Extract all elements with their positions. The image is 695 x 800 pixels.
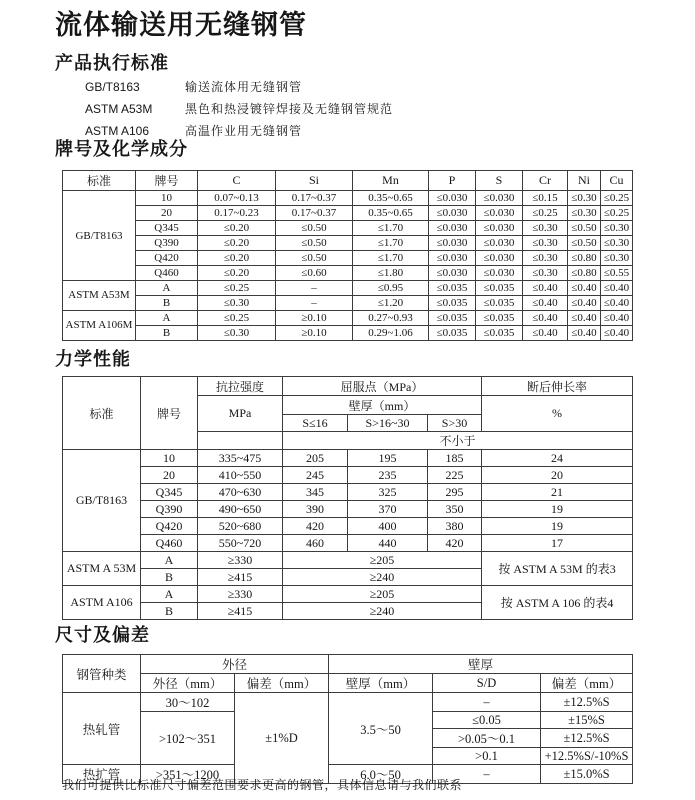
table-row (63, 206, 633, 221)
cell: 20 (136, 206, 198, 221)
cell: B (141, 603, 198, 620)
cell: 0.27~0.93 (353, 311, 429, 326)
cell: ≤0.40 (523, 326, 568, 341)
cell: 19 (482, 518, 633, 535)
cell: 225 (428, 467, 482, 484)
cell: ≤0.030 (476, 206, 523, 221)
cell: ≤0.25 (601, 206, 633, 221)
table-row (63, 326, 633, 341)
col-header: 偏差（mm） (235, 674, 329, 693)
cell: ≤0.030 (429, 206, 476, 221)
col-header: Ni (568, 171, 601, 191)
cell: ≤0.40 (601, 296, 633, 311)
cell: ≥240 (283, 569, 482, 586)
cell: ≤0.20 (198, 266, 276, 281)
cell: ≤0.30 (568, 191, 601, 206)
cell: ≤0.035 (476, 281, 523, 296)
table-row (63, 467, 633, 484)
cell: ≤0.05 (433, 712, 541, 729)
cell: – (433, 765, 541, 784)
cell: ≤0.50 (276, 251, 353, 266)
cell: ≤0.40 (568, 296, 601, 311)
cell: ≤0.25 (601, 191, 633, 206)
standard-cell: ASTM A106M (63, 311, 136, 341)
table-header-row (63, 655, 633, 674)
cell: ≤0.40 (568, 311, 601, 326)
cell: ≤1.70 (353, 221, 429, 236)
cell: ≤1.70 (353, 236, 429, 251)
col-header: Cr (523, 171, 568, 191)
cell: Q390 (141, 501, 198, 518)
table-row (63, 484, 633, 501)
cell: ≤0.30 (568, 206, 601, 221)
cell: ±12.5%S (541, 729, 633, 748)
cell: ≤0.25 (523, 206, 568, 221)
col-header: 偏差（mm） (541, 674, 633, 693)
col-header: 壁厚（mm） (329, 674, 433, 693)
dimensions-table (62, 654, 633, 784)
table-row (63, 535, 633, 552)
chemistry-heading: 牌号及化学成分 (55, 139, 188, 159)
cell: 550~720 (198, 535, 283, 552)
cell: A (136, 311, 198, 326)
cell: ≤0.40 (523, 281, 568, 296)
cell: ≤0.030 (429, 251, 476, 266)
cell: Q345 (136, 221, 198, 236)
cell: 440 (348, 535, 428, 552)
cell: ≤0.030 (429, 191, 476, 206)
col-header: Si (276, 171, 353, 191)
cell: – (276, 281, 353, 296)
cell: ≥415 (198, 603, 283, 620)
cell: ±12.5%S (541, 693, 633, 712)
standard-desc: 黑色和热浸镀锌焊接及无缝钢管规范 (185, 102, 394, 116)
cell: ≤0.30 (601, 221, 633, 236)
cell: ≤0.25 (198, 311, 276, 326)
standard-code: ASTM A53M (85, 102, 153, 116)
cell: 10 (136, 191, 198, 206)
cell: ≤0.40 (601, 281, 633, 296)
cell: ≤0.80 (568, 266, 601, 281)
cell: 420 (283, 518, 348, 535)
cell: – (276, 296, 353, 311)
cell: ≤0.20 (198, 236, 276, 251)
cell: 235 (348, 467, 428, 484)
table-row (63, 236, 633, 251)
cell: 420 (428, 535, 482, 552)
cell: ±1%D (235, 693, 329, 784)
standard-code: ASTM A106 (85, 124, 150, 138)
standard-cell: GB/T8163 (63, 450, 141, 552)
pipe-kind-cell: 热轧管 (63, 693, 141, 765)
cell: 325 (348, 484, 428, 501)
cell: >0.05～0.1 (433, 729, 541, 748)
cell: 0.07~0.13 (198, 191, 276, 206)
cell: ≤0.40 (568, 281, 601, 296)
standard-item (85, 98, 393, 120)
standard-cell: ASTM A53M (63, 281, 136, 311)
cell: 0.17~0.37 (276, 191, 353, 206)
cell: 400 (348, 518, 428, 535)
cell: ≤0.40 (523, 311, 568, 326)
col-header: C (198, 171, 276, 191)
standard-item (85, 76, 393, 98)
cell: ≥205 (283, 552, 482, 569)
cell: ≤0.40 (601, 326, 633, 341)
cell: 195 (348, 450, 428, 467)
table-header-row (63, 377, 633, 396)
cell: >102～351 (141, 712, 235, 765)
cell: 335~475 (198, 450, 283, 467)
cell: ≤0.030 (476, 221, 523, 236)
col-header: 壁厚（mm） (283, 396, 482, 415)
cell: B (136, 296, 198, 311)
cell: ≤0.40 (523, 296, 568, 311)
cell: 20 (482, 467, 633, 484)
cell: ≤0.50 (568, 236, 601, 251)
chemistry-table (62, 170, 633, 341)
cell: 0.29~1.06 (353, 326, 429, 341)
col-header: MPa (198, 396, 283, 432)
cell: 410~550 (198, 467, 283, 484)
col-header: Mn (353, 171, 429, 191)
cell: 350 (428, 501, 482, 518)
cell: ≤0.035 (476, 311, 523, 326)
cell: 345 (283, 484, 348, 501)
note-cell: 按 ASTM A 53M 的表3 (482, 552, 633, 586)
cell: ≤0.30 (523, 266, 568, 281)
cell: ≤0.030 (429, 266, 476, 281)
col-header: 外径（mm） (141, 674, 235, 693)
col-header: 标准 (63, 377, 141, 450)
cell: 24 (482, 450, 633, 467)
cell: ≥330 (198, 586, 283, 603)
cell: 185 (428, 450, 482, 467)
cell: ≥415 (198, 569, 283, 586)
col-header: 抗拉强度 (198, 377, 283, 396)
page-title: 流体输送用无缝钢管 (55, 10, 307, 40)
table-row (63, 251, 633, 266)
cell: A (141, 586, 198, 603)
standard-cell: ASTM A 53M (63, 552, 141, 586)
standards-list (85, 76, 393, 142)
empty-cell (198, 432, 283, 450)
cell: 380 (428, 518, 482, 535)
cell: ≤0.030 (476, 191, 523, 206)
cell: 0.17~0.23 (198, 206, 276, 221)
cell: ≤0.035 (476, 326, 523, 341)
cell: ≤1.80 (353, 266, 429, 281)
pipe-kind-cell: 热扩管 (63, 765, 141, 784)
table-row (63, 501, 633, 518)
cell: 205 (283, 450, 348, 467)
standard-desc: 高温作业用无缝钢管 (185, 124, 303, 138)
cell: 10 (141, 450, 198, 467)
cell: 30～102 (141, 693, 235, 712)
cell: Q420 (141, 518, 198, 535)
note-cell: 按 ASTM A 106 的表4 (482, 586, 633, 620)
cell: 6.0～50 (329, 765, 433, 784)
cell: 0.17~0.37 (276, 206, 353, 221)
cell: ≤0.30 (601, 251, 633, 266)
standard-cell: ASTM A106 (63, 586, 141, 620)
table-header-row (63, 674, 633, 693)
col-header: 不小于 (283, 432, 633, 450)
cell: ≤0.035 (476, 296, 523, 311)
col-header: 断后伸长率 (482, 377, 633, 396)
cell: 470~630 (198, 484, 283, 501)
cell: ≤0.030 (476, 266, 523, 281)
cell: 460 (283, 535, 348, 552)
cell: ≤0.15 (523, 191, 568, 206)
footer-note: 我们可提供比标准尺寸偏差范围要求更高的钢管，具体信息请与我们联系 (62, 778, 463, 792)
cell: 20 (141, 467, 198, 484)
col-header: S (476, 171, 523, 191)
cell: Q390 (136, 236, 198, 251)
cell: ≤0.030 (429, 236, 476, 251)
col-header: 牌号 (136, 171, 198, 191)
cell: ≤0.30 (523, 236, 568, 251)
cell: ≤0.30 (198, 296, 276, 311)
table-row (63, 266, 633, 281)
col-header: S≤16 (283, 415, 348, 432)
col-header: S>16~30 (348, 415, 428, 432)
cell: ≤0.25 (198, 281, 276, 296)
cell: ≤0.030 (476, 251, 523, 266)
cell: B (136, 326, 198, 341)
cell: A (141, 552, 198, 569)
col-header: 屈服点（MPa） (283, 377, 482, 396)
cell: ≤0.60 (276, 266, 353, 281)
cell: ≤0.40 (568, 326, 601, 341)
table-row (63, 450, 633, 467)
standard-cell: GB/T8163 (63, 191, 136, 281)
cell: ≤0.95 (353, 281, 429, 296)
cell: ≥330 (198, 552, 283, 569)
cell: ≤1.20 (353, 296, 429, 311)
cell: 17 (482, 535, 633, 552)
cell: ≤0.20 (198, 221, 276, 236)
cell: ≤0.030 (476, 236, 523, 251)
cell: ≤0.50 (276, 236, 353, 251)
table-row (63, 586, 633, 603)
table-row (63, 311, 633, 326)
table-row (63, 552, 633, 569)
cell: 0.35~0.65 (353, 191, 429, 206)
standard-desc: 输送流体用无缝钢管 (185, 80, 303, 94)
cell: ±15.0%S (541, 765, 633, 784)
cell: Q460 (141, 535, 198, 552)
mechanical-table (62, 376, 633, 620)
col-header: 牌号 (141, 377, 198, 450)
col-header: 标准 (63, 171, 136, 191)
cell: ≤0.30 (198, 326, 276, 341)
col-header: % (482, 396, 633, 432)
cell: Q420 (136, 251, 198, 266)
cell: 245 (283, 467, 348, 484)
col-header: 壁厚 (329, 655, 633, 674)
cell: ≤0.40 (601, 311, 633, 326)
cell: Q460 (136, 266, 198, 281)
cell: ≥0.10 (276, 326, 353, 341)
mechanical-heading: 力学性能 (55, 349, 131, 369)
table-row (63, 693, 633, 712)
cell: ≤0.035 (429, 296, 476, 311)
cell: ≤0.50 (276, 221, 353, 236)
cell: >0.1 (433, 748, 541, 765)
col-header: S>30 (428, 415, 482, 432)
cell: 490~650 (198, 501, 283, 518)
cell: ±15%S (541, 712, 633, 729)
cell: ≤0.55 (601, 266, 633, 281)
table-header-row (63, 171, 633, 191)
cell: ≥205 (283, 586, 482, 603)
cell: ≤0.035 (429, 326, 476, 341)
cell: 520~680 (198, 518, 283, 535)
cell: >351～1200 (141, 765, 235, 784)
cell: 390 (283, 501, 348, 518)
col-header: 钢管种类 (63, 655, 141, 693)
cell: ≤1.70 (353, 251, 429, 266)
cell: ≤0.30 (523, 251, 568, 266)
cell: ≤0.80 (568, 251, 601, 266)
cell: 3.5～50 (329, 693, 433, 765)
cell: A (136, 281, 198, 296)
cell: +12.5%S/-10%S (541, 748, 633, 765)
table-row (63, 518, 633, 535)
cell: B (141, 569, 198, 586)
cell: ≤0.20 (198, 251, 276, 266)
cell: ≤0.30 (601, 236, 633, 251)
cell: ≤0.035 (429, 311, 476, 326)
cell: ≤0.50 (568, 221, 601, 236)
standard-code: GB/T8163 (85, 80, 140, 94)
col-header: 外径 (141, 655, 329, 674)
standards-heading: 产品执行标准 (55, 53, 169, 73)
cell: ≤0.30 (523, 221, 568, 236)
col-header: P (429, 171, 476, 191)
cell: ≥0.10 (276, 311, 353, 326)
cell: 370 (348, 501, 428, 518)
col-header: S/D (433, 674, 541, 693)
col-header: Cu (601, 171, 633, 191)
dimensions-heading: 尺寸及偏差 (55, 625, 150, 645)
cell: ≤0.035 (429, 281, 476, 296)
cell: Q345 (141, 484, 198, 501)
table-row (63, 221, 633, 236)
cell: 0.35~0.65 (353, 206, 429, 221)
table-row (63, 281, 633, 296)
cell: ≤0.030 (429, 221, 476, 236)
cell: – (433, 693, 541, 712)
table-row (63, 296, 633, 311)
cell: 295 (428, 484, 482, 501)
cell: ≥240 (283, 603, 482, 620)
cell: 19 (482, 501, 633, 518)
cell: 21 (482, 484, 633, 501)
table-row (63, 191, 633, 206)
